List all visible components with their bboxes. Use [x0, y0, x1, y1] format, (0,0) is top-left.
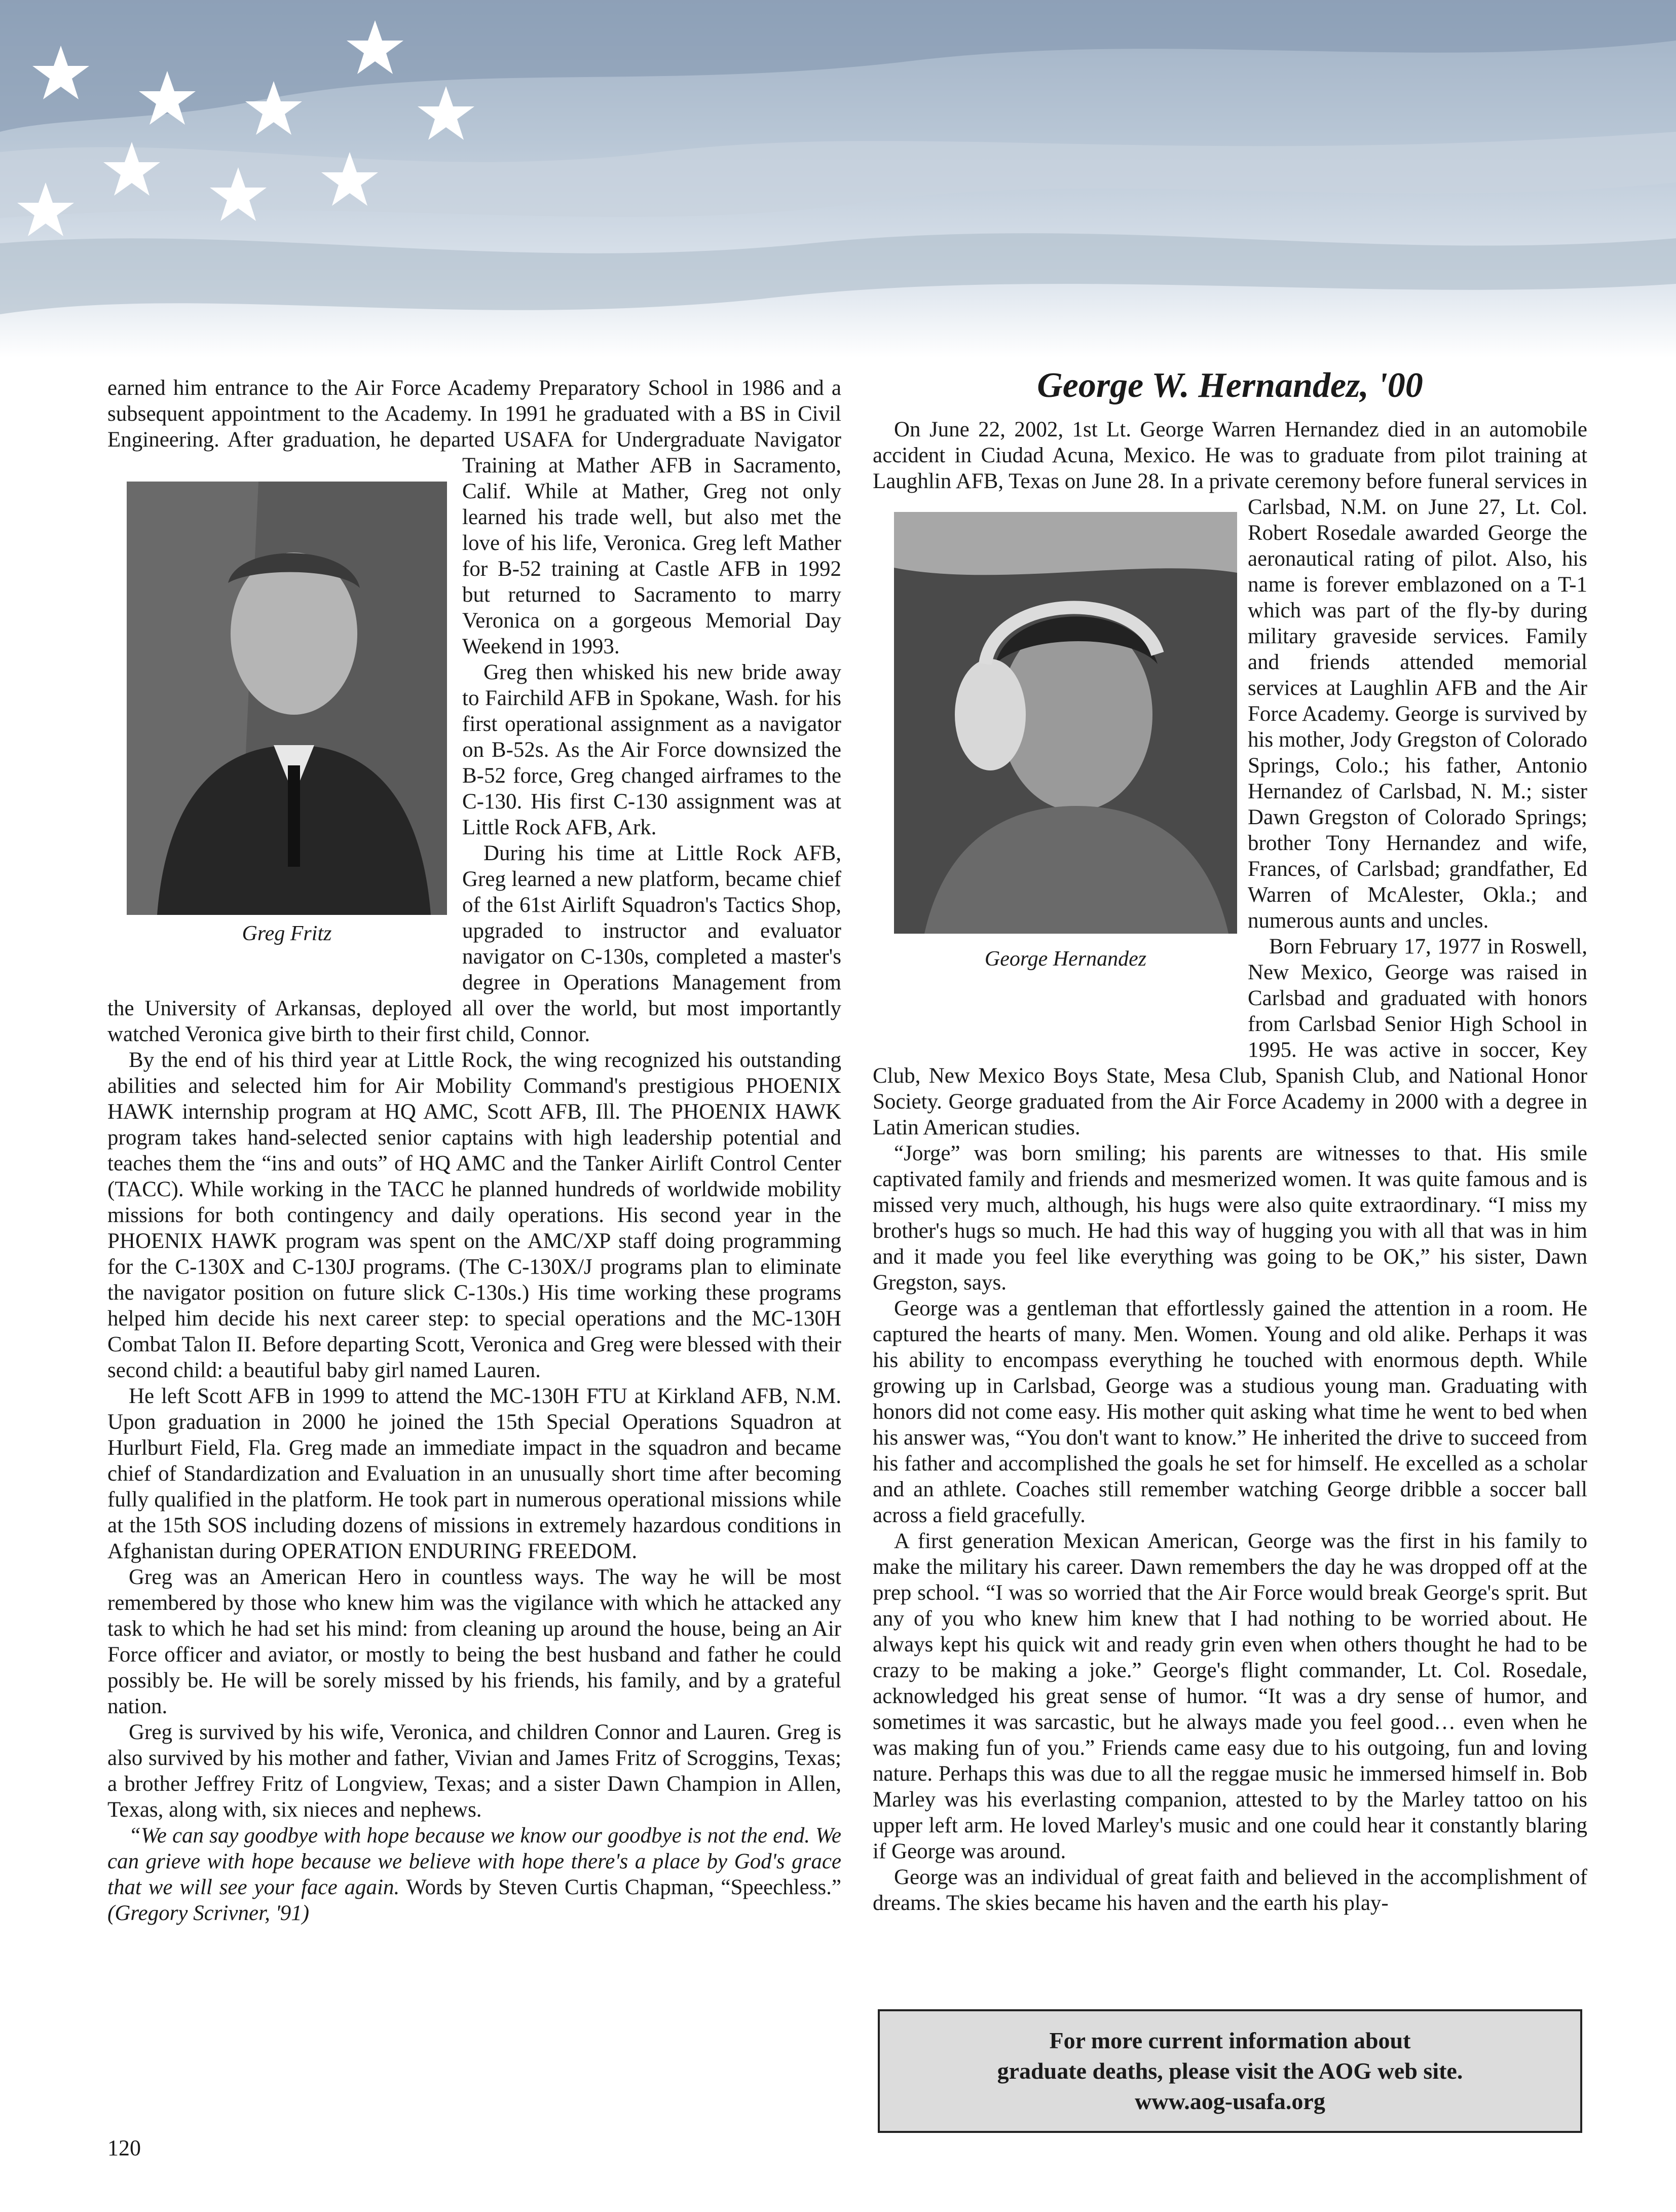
greg-fritz-caption: Greg Fritz [242, 922, 332, 945]
greg-little-rock-paragraph: During his time at Little Rock AFB, Greg learned a new platform, became chief of the 61st Airlift Squadron's Tactics Shop, upgraded to instructor and evaluator navigator on C-130s, completed a master's degree in Operations Management from the University of Arkansas, deployed all over the world, but most importantly watched Veronica give birth to their first child, Connor. [107, 841, 841, 1046]
info-line-1: For more current information about [1049, 2027, 1411, 2053]
greg-fairchild-paragraph: Greg then whisked his new bride away to Fairchild AFB in Spokane, Wash. for his first operational assignment as a navigator on B-52s. As the Air Force downsized the B-52 force, Greg changed airframes to the C-130. His first C-130 assignment was at Little Rock AFB, Ark. [462, 660, 841, 839]
flag-illustration [0, 0, 1676, 358]
quote-text: “We can say goodbye with hope because we know our goodbye is not the end. We can grieve with hope because we believe with hope there's a place by God's grace that we will see your face again. [107, 1824, 841, 1899]
george-intro-paragraph: On June 22, 2002, 1st Lt. George Warren Hernandez died in an automobile accident in Ciudad Acuna, Mexico. He was to graduate from pilot training at Laughlin AFB, Texas on June 28. In a private ceremony before funeral services in Carlsbad, N.M. on June 27, Lt. Col. Robert Rosedale awarded George the aeronautical rating of pilot. Also, his name is forever emblazoned on a T-1 which was part of the fly-by during military graveside services. Family and friends attended memorial services at Laughlin AFB and the Air Force Academy. George is survived by his mother, Jody Gregston of Colorado Springs, Colo.; his father, Antonio Hernandez of Carlsbad, N. M.; sister Dawn Gregston of Colorado Springs; brother Tony Hernandez and wife, Frances, of Carlsbad; grandfather, Ed Warren of McAlester, Okla.; and numerous aunts and uncles. [873, 418, 1587, 933]
george-faith-paragraph: George was an individual of great faith and believed in the accomplishment of dreams. The skies became his haven and the earth his play- [873, 1865, 1587, 1915]
greg-hero-paragraph: Greg was an American Hero in countless ways. The way he will be most remembered by those who knew him was the vigilance with which he attacked any task to which he had set his mind: from cleaning up around the house, being an Air Force officer and aviator, or mostly to being the best husband and father he could possibly be. He will be sorely missed by his friends, his family, and by a grateful nation. [107, 1565, 841, 1718]
george-hernandez-heading: George W. Hernandez, '00 [1037, 366, 1423, 405]
greg-quote-paragraph [107, 1823, 841, 1926]
george-gentleman-paragraph: George was a gentleman that effortlessly gained the attention in a room. He captured the hearts of many. Men. Women. Young and old alike. Perhaps it was his ability to encompass everything he touched with enormous depth. While growing up in Carlsbad, George was a studious young man. Graduating with honors did not come easy. His mother quit asking what time he went to bed when his answer was, “You don't want to know.” He inherited the drive to succeed from his father and accomplished the goals he set for himself. He excelled as a scholar and an athlete. Coaches still remember watching George dribble a soccer ball across a field gracefully. [873, 1297, 1587, 1527]
george-hernandez-caption: George Hernandez [984, 947, 1147, 971]
greg-intro-paragraph: earned him entrance to the Air Force Academy Preparatory School in 1986 and a subsequent appointment to the Academy. In 1991 he graduated with a BS in Civil Engineering. After graduation, he departed USAFA for Undergraduate Navigator Training at Mather AFB in Sacramento, Calif. While at Mather, Greg not only learned his trade well, but also met the love of his life, Veronica. Greg left Mather for B-52 training at Castle AFB in 1992 but returned to Sacramento to marry Veronica on a gorgeous Memorial Day Weekend in 1993. [107, 376, 841, 658]
photo-space-right [873, 511, 1248, 1058]
greg-phoenix-hawk-paragraph: By the end of his third year at Little Rock, the wing recognized his outstanding abilities and selected him for Air Mobility Command's prestigious PHOENIX HAWK internship program at HQ AMC, Scott AFB, Ill. The PHOENIX HAWK program takes hand-selected senior captains with high leadership potential and teaches them the “ins and outs” of HQ AMC and the Tanker Airlift Control Center (TACC). While working in the TACC he planned hundreds of worldwide mobility missions for both contingency and daily operations. His second year in the PHOENIX HAWK program was spent on the AMC/XP staff doing programming for the C-130X and C-130J programs. (The C-130X/J programs plan to eliminate the navigator position on future slick C-130s.) His time working these programs helped him decide his next career step: to special operations and the MC-130H Combat Talon II. Before departing Scott, Veronica and Greg were blessed with their second child: a beautiful baby girl named Lauren. [107, 1048, 841, 1382]
greg-scott-paragraph: He left Scott AFB in 1999 to attend the MC-130H FTU at Kirkland AFB, N.M. Upon graduation in 2000 he joined the 15th Special Operations Squadron at Hurlburt Field, Fla. Greg made an immediate impact in the squadron and became chief of Standardization and Evaluation in an unusually short time after becoming fully qualified in the platform. He took part in numerous operational missions while at the 15th SOS including dozens of missions in extremely hazardous conditions in Afghanistan during OPERATION ENDURING FREEDOM. [107, 1384, 841, 1563]
left-article-text [107, 375, 841, 2109]
page-number: 120 [107, 2135, 141, 2160]
greg-survived-paragraph: Greg is survived by his wife, Veronica, and children Connor and Lauren. Greg is also survived by his mother and father, Vivian and James Fritz of Scroggins, Texas; a brother Jeffrey Fritz of Longview, Texas; and a sister Dawn Champion in Allen, Texas, along with, six nieces and nephews. [107, 1720, 841, 1822]
george-jorge-paragraph: “Jorge” was born smiling; his parents are witnesses to that. His smile captivated family and friends and mesmerized women. It was quite famous and is missed very much, although, his hugs were also quite extraordinary. “I miss my brother's hugs so much. He had this way of hugging you with all that was in him and it made you feel like everything was going to be OK,” his sister, Dawn Gregston, says. [873, 1141, 1587, 1295]
flag-banner [0, 0, 1676, 358]
aog-website-link[interactable]: www.aog-usafa.org [1135, 2088, 1325, 2114]
info-line-2: graduate deaths, please visit the AOG web site. [997, 2058, 1463, 2084]
george-first-generation-paragraph: A first generation Mexican American, George was the first in his family to make the military his career. Dawn remembers the day he was dropped off at the prep school. “I was so worried that the Air Force would break George's sprit. But any of you who knew him knew that I had nothing to be worried about. He always kept his quick wit and ready grin even when others thought he had to be crazy to be making a joke.” George's flight commander, Lt. Col. Rosedale, acknowledged his great sense of humor. “It was a dry sense of humor, and sometimes it was sarcastic, but he always made you feel good… even when he was making fun of you.” Friends came easy due to his outgoing, fun and loving nature. Perhaps this was due to all the reggae music he immersed himself in. Bob Marley was his everlasting companion, attested to by the Marley tattoo on his upper left arm. He loved Marley's music and one could hear it constantly blaring if George was around. [873, 1529, 1587, 1863]
article-author: (Gregory Scrivner, '91) [107, 1901, 310, 1925]
aog-info-box [878, 2009, 1582, 2133]
photo-space-left [107, 453, 462, 990]
right-article-text [873, 417, 1587, 2003]
george-born-paragraph: Born February 17, 1977 in Roswell, New Mexico, George was raised in Carlsbad and graduated with honors from Carlsbad Senior High School in 1995. He was active in soccer, Key Club, New Mexico Boys State, Mesa Club, Spanish Club, and National Honor Society. George graduated from the Air Force Academy in 2000 with a degree in Latin American studies. [873, 935, 1587, 1139]
quote-credit: Words by Steven Curtis Chapman, “Speechless.” [399, 1875, 841, 1899]
